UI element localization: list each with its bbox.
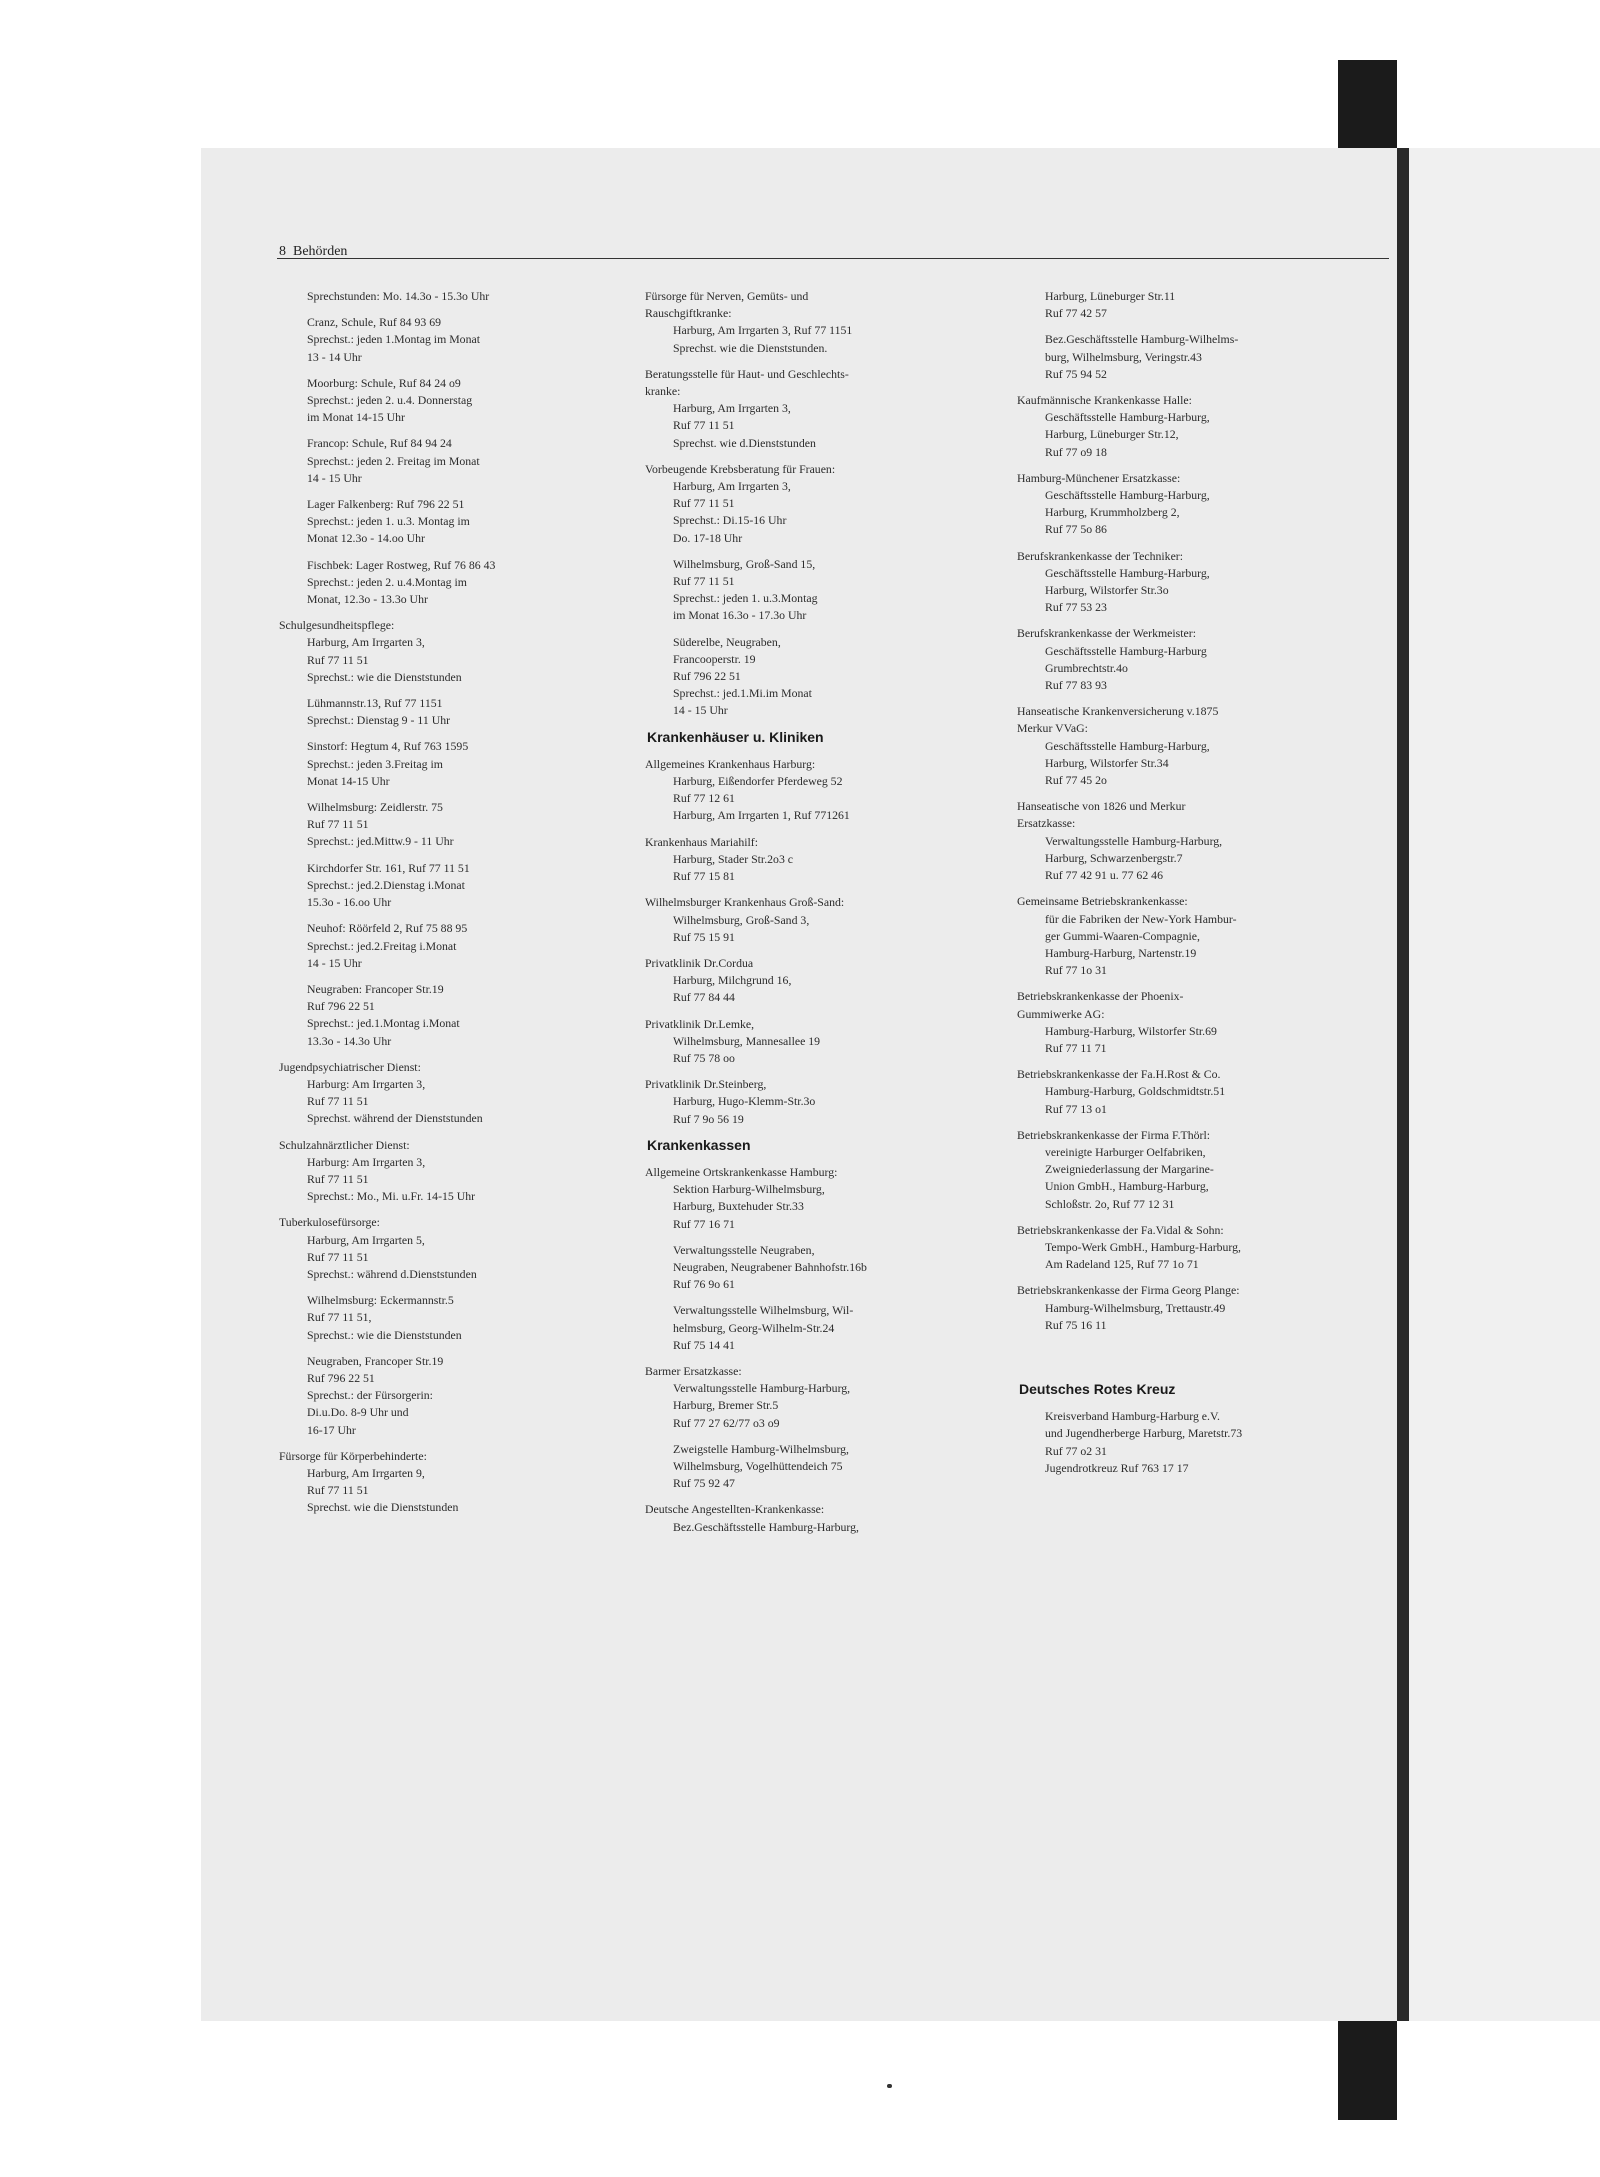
entry-detail-line: Francop: Schule, Ruf 84 94 24 xyxy=(307,436,452,451)
entry-detail-line: Ruf 77 16 71 xyxy=(673,1216,735,1231)
entry-detail-line: Monat 14-15 Uhr xyxy=(307,773,390,788)
entry-detail-line: Hamburg-Harburg, Goldschmidtstr.51 xyxy=(1045,1084,1226,1099)
directory-entry xyxy=(645,1302,1015,1354)
entry-title-line: Barmer Ersatzkasse: xyxy=(645,1363,742,1378)
entry-detail-line: burg, Wilhelmsburg, Veringstr.43 xyxy=(1045,349,1202,364)
entry-detail-line: Am Radeland 125, Ruf 77 1o 71 xyxy=(1045,1257,1199,1272)
entry-detail-line: Zweigniederlassung der Margarine- xyxy=(1045,1162,1214,1177)
entry-detail-line: Wilhelmsburg, Groß-Sand 3, xyxy=(673,912,810,927)
entry-title-line: Fürsorge für Nerven, Gemüts- und xyxy=(645,289,809,303)
page-edge xyxy=(1397,148,1409,2021)
entry-detail-line: Ruf 77 11 51 xyxy=(307,1094,369,1109)
directory-entry xyxy=(279,981,649,1050)
entry-detail-line: Ruf 77 11 51 xyxy=(673,574,735,589)
entry-detail-line: Ruf 77 27 62/77 o3 o9 xyxy=(673,1415,780,1430)
entry-detail-line: Ruf 77 13 o1 xyxy=(1045,1101,1107,1116)
section-heading: Deutsches Rotes Kreuz xyxy=(1019,1380,1176,1397)
entry-detail-line: Monat, 12.3o - 13.3o Uhr xyxy=(307,592,428,607)
entry-detail-line: Ruf 7 9o 56 19 xyxy=(673,1111,744,1126)
entry-detail-line: 16-17 Uhr xyxy=(307,1422,356,1437)
directory-entry xyxy=(1017,1066,1387,1118)
directory-entry xyxy=(645,461,1015,547)
entry-detail-line: Hamburg-Harburg, Nartenstr.19 xyxy=(1045,945,1197,960)
entry-title-line: Ersatzkasse: xyxy=(1017,816,1076,831)
entry-detail-line: Sprechst. wie die Dienststunden. xyxy=(673,340,828,355)
entry-title-line: Hamburg-Münchener Ersatzkasse: xyxy=(1017,470,1181,485)
entry-detail-line: Ruf 77 53 23 xyxy=(1045,600,1107,615)
entry-detail-line: Harburg, Milchgrund 16, xyxy=(673,973,792,988)
entry-detail-line: 14 - 15 Uhr xyxy=(307,955,362,970)
entry-detail-line: Sprechst.: jed.2.Dienstag i.Monat xyxy=(307,877,465,892)
entry-title-line: Berufskrankenkasse der Techniker: xyxy=(1017,548,1184,563)
entry-detail-line: Verwaltungsstelle Hamburg-Harburg, xyxy=(673,1381,851,1396)
entry-detail-line: Kreisverband Hamburg-Harburg e.V. xyxy=(1045,1409,1220,1424)
entry-detail-line: Ruf 77 1o 31 xyxy=(1045,963,1107,978)
entry-detail-line: Schloßstr. 2o, Ruf 77 12 31 xyxy=(1045,1196,1175,1211)
entry-detail-line: Fischbek: Lager Rostweg, Ruf 76 86 43 xyxy=(307,557,496,572)
entry-detail-line: Ruf 77 11 51 xyxy=(673,496,735,511)
scan-speck xyxy=(887,2084,892,2088)
entry-detail-line: 13 - 14 Uhr xyxy=(307,349,362,364)
entry-detail-line: Ruf 77 84 44 xyxy=(673,990,735,1005)
entry-detail-line: Harburg, Schwarzenbergstr.7 xyxy=(1045,850,1183,865)
entry-detail-line: Harburg, Am Irrgarten 5, xyxy=(307,1232,425,1247)
directory-entry xyxy=(279,1292,649,1344)
entry-detail-line: Wilhelmsburg, Mannesallee 19 xyxy=(673,1033,821,1048)
directory-entry xyxy=(1017,1222,1387,1274)
entry-detail-line: vereinigte Harburger Oelfabriken, xyxy=(1045,1144,1206,1159)
entry-detail-line: Ruf 77 83 93 xyxy=(1045,678,1107,693)
directory-entry xyxy=(645,1164,1015,1233)
entry-detail-line: Sprechst.: jeden 2. Freitag im Monat xyxy=(307,453,480,468)
entry-detail-line: Harburg, Am Irrgarten 3, xyxy=(673,401,791,416)
directory-entry xyxy=(279,860,649,912)
directory-entry xyxy=(279,799,649,851)
entry-detail-line: Tempo-Werk GmbH., Hamburg-Harburg, xyxy=(1045,1239,1241,1254)
directory-entry xyxy=(279,1448,649,1517)
directory-entry xyxy=(279,288,649,305)
entry-detail-line: Ruf 75 78 oo xyxy=(673,1050,735,1065)
directory-entry xyxy=(279,496,649,548)
directory-entry xyxy=(279,1137,649,1206)
directory-entry xyxy=(645,366,1015,452)
entry-detail-line: 14 - 15 Uhr xyxy=(673,703,728,718)
entry-detail-line: Ruf 77 5o 86 xyxy=(1045,522,1107,537)
entry-detail-line: Sprechst.: jed.1.Montag i.Monat xyxy=(307,1016,460,1031)
entry-detail-line: Sprechst. während der Dienststunden xyxy=(307,1111,483,1126)
column-3 xyxy=(1017,288,1387,1486)
directory-entry xyxy=(279,920,649,972)
entry-detail-line: Sprechst.: jeden 3.Freitag im xyxy=(307,756,443,771)
entry-detail-line: Harburg, Krummholzberg 2, xyxy=(1045,505,1180,520)
entry-detail-line: Harburg, Lüneburger Str.11 xyxy=(1045,289,1176,303)
entry-detail-line: Geschäftsstelle Hamburg-Harburg, xyxy=(1045,565,1210,580)
entry-detail-line: Ruf 75 94 52 xyxy=(1045,366,1107,381)
entry-detail-line: Zweigstelle Hamburg-Wilhelmsburg, xyxy=(673,1441,850,1456)
entry-detail-line: Wilhelmsburg, Groß-Sand 15, xyxy=(673,556,816,571)
directory-entry xyxy=(1017,893,1387,979)
entry-title-line: Hanseatische von 1826 und Merkur xyxy=(1017,799,1186,814)
entry-detail-line: Sprechstunden: Mo. 14.3o - 15.3o Uhr xyxy=(307,289,490,303)
entry-detail-line: Sprechst. wie die Dienststunden xyxy=(307,1500,459,1515)
entry-detail-line: Sprechst.: jeden 1. u.3. Montag im xyxy=(307,514,470,529)
entry-title-line: Schulzahnärztlicher Dienst: xyxy=(279,1137,410,1152)
entry-detail-line: Harburg, Lüneburger Str.12, xyxy=(1045,427,1179,442)
entry-detail-line: Ruf 77 11 51 xyxy=(307,1249,369,1264)
entry-detail-line: Ruf 77 45 2o xyxy=(1045,773,1107,788)
entry-detail-line: Sprechst.: jed.1.Mi.im Monat xyxy=(673,686,812,701)
entry-title-line: Privatklinik Dr.Steinberg, xyxy=(645,1077,767,1092)
directory-entry xyxy=(1017,1282,1387,1334)
entry-detail-line: Harburg, Eißendorfer Pferdeweg 52 xyxy=(673,774,843,789)
entry-detail-line: Sprechst.: der Fürsorgerin: xyxy=(307,1388,433,1403)
entry-title-line: Krankenhaus Mariahilf: xyxy=(645,834,759,849)
entry-title-line: Privatklinik Dr.Cordua xyxy=(645,955,754,970)
entry-detail-line: Geschäftsstelle Hamburg-Harburg, xyxy=(1045,738,1210,753)
entry-title-line: Betriebskrankenkasse der Phoenix- xyxy=(1017,989,1184,1004)
directory-entry xyxy=(645,1076,1015,1128)
entry-detail-line: Ruf 77 11 51, xyxy=(307,1310,372,1325)
entry-detail-line: Sprechst.: Di.15-16 Uhr xyxy=(673,513,787,528)
directory-entry xyxy=(1017,1408,1387,1477)
directory-entry xyxy=(645,1441,1015,1493)
entry-detail-line: Jugendrotkreuz Ruf 763 17 17 xyxy=(1045,1460,1189,1475)
entry-detail-line: Ruf 77 11 51 xyxy=(307,652,369,667)
entry-detail-line: Harburg, Buxtehuder Str.33 xyxy=(673,1199,804,1214)
entry-detail-line: Sprechst.: jeden 1.Montag im Monat xyxy=(307,332,480,347)
entry-detail-line: Wilhelmsburg, Vogelhüttendeich 75 xyxy=(673,1458,843,1473)
entry-detail-line: Ruf 76 9o 61 xyxy=(673,1277,735,1292)
entry-detail-line: Bez.Geschäftsstelle Hamburg-Harburg, xyxy=(673,1519,859,1534)
entry-detail-line: Ruf 77 11 51 xyxy=(307,1483,369,1498)
entry-detail-line: Harburg, Wilstorfer Str.3o xyxy=(1045,583,1169,598)
entry-detail-line: und Jugendherberge Harburg, Maretstr.73 xyxy=(1045,1426,1243,1441)
adjacent-page xyxy=(1409,148,1600,2021)
directory-entry xyxy=(1017,331,1387,383)
entry-title-line: kranke: xyxy=(645,384,681,399)
directory-entry xyxy=(645,834,1015,886)
directory-entry xyxy=(1017,625,1387,694)
entry-title-line: Hanseatische Krankenversicherung v.1875 xyxy=(1017,704,1219,719)
entry-detail-line: Sprechst.: jeden 2. u.4.Montag im xyxy=(307,574,467,589)
entry-title-line: Schulgesundheitspflege: xyxy=(279,618,395,633)
entry-detail-line: Ruf 77 15 81 xyxy=(673,869,735,884)
directory-entry xyxy=(279,1214,649,1283)
entry-detail-line: Süderelbe, Neugraben, xyxy=(673,634,781,649)
directory-entry xyxy=(1017,470,1387,539)
directory-entry xyxy=(279,617,649,686)
entry-detail-line: 14 - 15 Uhr xyxy=(307,470,362,485)
entry-detail-line: Hamburg-Harburg, Wilstorfer Str.69 xyxy=(1045,1023,1217,1038)
entry-detail-line: Ruf 77 11 51 xyxy=(673,418,735,433)
directory-entry xyxy=(279,1059,649,1128)
directory-entry xyxy=(1017,1127,1387,1213)
directory-entry xyxy=(645,1363,1015,1432)
entry-detail-line: Verwaltungsstelle Hamburg-Harburg, xyxy=(1045,833,1223,848)
entry-detail-line: helmsburg, Georg-Wilhelm-Str.24 xyxy=(673,1320,835,1335)
directory-entry xyxy=(645,894,1015,946)
directory-entry xyxy=(279,695,649,729)
spacer xyxy=(1017,1343,1387,1373)
entry-title-line: Allgemeine Ortskrankenkasse Hamburg: xyxy=(645,1164,838,1179)
entry-detail-line: Ruf 77 12 61 xyxy=(673,791,735,806)
entry-detail-line: Harburg, Wilstorfer Str.34 xyxy=(1045,755,1169,770)
directory-entry xyxy=(645,1242,1015,1294)
entry-detail-line: Francooperstr. 19 xyxy=(673,651,756,666)
entry-detail-line: Sprechst.: während d.Dienststunden xyxy=(307,1266,477,1281)
entry-detail-line: Wilhelmsburg: Zeidlerstr. 75 xyxy=(307,800,443,815)
entry-title-line: Betriebskrankenkasse der Fa.Vidal & Sohn: xyxy=(1017,1222,1224,1237)
entry-detail-line: Sprechst.: Mo., Mi. u.Fr. 14-15 Uhr xyxy=(307,1189,476,1204)
entry-detail-line: Neugraben: Francoper Str.19 xyxy=(307,981,444,996)
section-title: Behörden xyxy=(293,244,348,259)
entry-detail-line: Do. 17-18 Uhr xyxy=(673,530,743,545)
entry-detail-line: Ruf 77 42 57 xyxy=(1045,306,1107,321)
entry-detail-line: Harburg, Bremer Str.5 xyxy=(673,1398,779,1413)
entry-detail-line: Harburg, Am Irrgarten 1, Ruf 771261 xyxy=(673,808,850,823)
entry-detail-line: Ruf 75 14 41 xyxy=(673,1337,735,1352)
entry-detail-line: Ruf 75 16 11 xyxy=(1045,1317,1107,1332)
directory-entry xyxy=(279,375,649,427)
entry-detail-line: Sektion Harburg-Wilhelmsburg, xyxy=(673,1182,825,1197)
entry-detail-line: im Monat 16.3o - 17.3o Uhr xyxy=(673,608,807,623)
section-heading: Krankenhäuser u. Kliniken xyxy=(647,728,824,745)
directory-entry xyxy=(1017,988,1387,1057)
entry-detail-line: Ruf 77 11 71 xyxy=(1045,1040,1107,1055)
entry-title-line: Betriebskrankenkasse der Fa.H.Rost & Co. xyxy=(1017,1067,1221,1082)
entry-title-line: Rauschgiftkranke: xyxy=(645,306,732,321)
directory-entry xyxy=(645,556,1015,625)
entry-detail-line: Harburg, Am Irrgarten 3, xyxy=(673,479,791,494)
directory-entry xyxy=(1017,703,1387,789)
entry-detail-line: ger Gummi-Waaren-Compagnie, xyxy=(1045,928,1200,943)
entry-title-line: Gemeinsame Betriebskrankenkasse: xyxy=(1017,894,1188,909)
entry-detail-line: im Monat 14-15 Uhr xyxy=(307,410,405,425)
entry-detail-line: Hamburg-Wilhelmsburg, Trettaustr.49 xyxy=(1045,1300,1226,1315)
directory-entry xyxy=(1017,548,1387,617)
entry-title-line: Deutsche Angestellten-Krankenkasse: xyxy=(645,1502,825,1517)
entry-detail-line: Ruf 77 11 51 xyxy=(307,1171,369,1186)
entry-detail-line: Sinstorf: Hegtum 4, Ruf 763 1595 xyxy=(307,739,469,754)
entry-detail-line: Harburg, Am Irrgarten 3, xyxy=(307,635,425,650)
entry-detail-line: Harburg, Stader Str.2o3 c xyxy=(673,851,794,866)
entry-detail-line: Ruf 77 o9 18 xyxy=(1045,444,1107,459)
entry-detail-line: Verwaltungsstelle Wilhelmsburg, Wil- xyxy=(673,1303,854,1318)
entry-detail-line: Wilhelmsburg: Eckermannstr.5 xyxy=(307,1293,454,1308)
directory-entry xyxy=(279,435,649,487)
entry-detail-line: Ruf 796 22 51 xyxy=(673,669,741,684)
entry-title-line: Betriebskrankenkasse der Firma Georg Plange: xyxy=(1017,1283,1240,1298)
entry-detail-line: Ruf 77 11 51 xyxy=(307,817,369,832)
entry-detail-line: Sprechst.: jeden 1. u.3.Montag xyxy=(673,591,818,606)
directory-entry xyxy=(279,314,649,366)
directory-entry xyxy=(1017,288,1387,322)
entry-title-line: Kaufmännische Krankenkasse Halle: xyxy=(1017,393,1192,408)
entry-title-line: Betriebskrankenkasse der Firma F.Thörl: xyxy=(1017,1127,1211,1142)
directory-entry xyxy=(645,955,1015,1007)
entry-title-line: Allgemeines Krankenhaus Harburg: xyxy=(645,756,816,771)
directory-entry xyxy=(645,288,1015,357)
entry-title-line: Fürsorge für Körperbehinderte: xyxy=(279,1448,427,1463)
entry-title-line: Gummiwerke AG: xyxy=(1017,1006,1105,1021)
entry-detail-line: Ruf 75 15 91 xyxy=(673,929,735,944)
entry-detail-line: Geschäftsstelle Hamburg-Harburg, xyxy=(1045,410,1210,425)
entry-detail-line: Harburg, Am Irrgarten 3, Ruf 77 1151 xyxy=(673,323,853,338)
entry-detail-line: 15.3o - 16.oo Uhr xyxy=(307,895,392,910)
entry-title-line: Tuberkulosefürsorge: xyxy=(279,1215,380,1230)
entry-detail-line: Ruf 77 o2 31 xyxy=(1045,1443,1107,1458)
entry-detail-line: Neugraben, Neugrabener Bahnhofstr.16b xyxy=(673,1259,867,1274)
entry-detail-line: Ruf 77 42 91 u. 77 62 46 xyxy=(1045,868,1163,883)
directory-entry xyxy=(645,1016,1015,1068)
entry-title-line: Wilhelmsburger Krankenhaus Groß-Sand: xyxy=(645,895,845,910)
entry-detail-line: Neuhof: Röörfeld 2, Ruf 75 88 95 xyxy=(307,921,468,936)
entry-title-line: Privatklinik Dr.Lemke, xyxy=(645,1016,755,1031)
entry-detail-line: Monat 12.3o - 14.oo Uhr xyxy=(307,531,425,546)
column-2 xyxy=(645,288,1015,1545)
column-1 xyxy=(279,288,649,1526)
directory-entry xyxy=(279,557,649,609)
entry-detail-line: Union GmbH., Hamburg-Harburg, xyxy=(1045,1179,1209,1194)
entry-detail-line: Ruf 796 22 51 xyxy=(307,999,375,1014)
entry-detail-line: Kirchdorfer Str. 161, Ruf 77 11 51 xyxy=(307,860,470,875)
entry-detail-line: Verwaltungsstelle Neugraben, xyxy=(673,1242,815,1257)
entry-title-line: Vorbeugende Krebsberatung für Frauen: xyxy=(645,461,836,476)
entry-detail-line: Di.u.Do. 8-9 Uhr und xyxy=(307,1405,409,1420)
entry-detail-line: Harburg, Am Irrgarten 9, xyxy=(307,1465,425,1480)
directory-entry xyxy=(645,756,1015,825)
entry-detail-line: Sprechst. wie d.Dienststunden xyxy=(673,435,816,450)
section-heading: Krankenkassen xyxy=(647,1136,751,1153)
entry-title-line: Jugendpsychiatrischer Dienst: xyxy=(279,1059,421,1074)
entry-detail-line: Sprechst.: jed.2.Freitag i.Monat xyxy=(307,938,457,953)
entry-detail-line: Sprechst.: wie die Dienststunden xyxy=(307,669,462,684)
header-rule xyxy=(277,258,1389,259)
entry-detail-line: 13.3o - 14.3o Uhr xyxy=(307,1033,392,1048)
entry-detail-line: Sprechst.: Dienstag 9 - 11 Uhr xyxy=(307,713,451,728)
entry-detail-line: Sprechst.: jeden 2. u.4. Donnerstag xyxy=(307,393,473,408)
entry-detail-line: Geschäftsstelle Hamburg-Harburg, xyxy=(1045,488,1210,503)
directory-entry xyxy=(1017,798,1387,884)
entry-detail-line: Lager Falkenberg: Ruf 796 22 51 xyxy=(307,497,465,512)
directory-entry xyxy=(279,738,649,790)
directory-entry xyxy=(1017,392,1387,461)
entry-detail-line: Bez.Geschäftsstelle Hamburg-Wilhelms- xyxy=(1045,332,1239,347)
directory-entry xyxy=(645,634,1015,720)
directory-entry xyxy=(645,1501,1015,1535)
entry-detail-line: Cranz, Schule, Ruf 84 93 69 xyxy=(307,315,442,330)
entry-detail-line: Geschäftsstelle Hamburg-Harburg xyxy=(1045,643,1207,658)
entry-detail-line: Harburg: Am Irrgarten 3, xyxy=(307,1076,426,1091)
entry-title-line: Berufskrankenkasse der Werkmeister: xyxy=(1017,626,1196,641)
entry-detail-line: Ruf 75 92 47 xyxy=(673,1476,735,1491)
entry-detail-line: Neugraben, Francoper Str.19 xyxy=(307,1353,444,1368)
page-number: 8 xyxy=(279,244,286,259)
entry-detail-line: Lühmannstr.13, Ruf 77 1151 xyxy=(307,696,443,711)
entry-detail-line: Ruf 796 22 51 xyxy=(307,1370,375,1385)
entry-detail-line: Harburg: Am Irrgarten 3, xyxy=(307,1154,426,1169)
entry-detail-line: Harburg, Hugo-Klemm-Str.3o xyxy=(673,1094,816,1109)
entry-detail-line: Sprechst.: jed.Mittw.9 - 11 Uhr xyxy=(307,834,454,849)
entry-detail-line: für die Fabriken der New-York Hambur- xyxy=(1045,911,1237,926)
entry-detail-line: Grumbrechtstr.4o xyxy=(1045,660,1128,675)
entry-title-line: Merkur VVaG: xyxy=(1017,721,1088,736)
entry-detail-line: Sprechst.: wie die Dienststunden xyxy=(307,1327,462,1342)
entry-detail-line: Moorburg: Schule, Ruf 84 24 o9 xyxy=(307,375,461,390)
directory-entry xyxy=(279,1353,649,1439)
entry-title-line: Beratungsstelle für Haut- und Geschlechts- xyxy=(645,366,849,381)
